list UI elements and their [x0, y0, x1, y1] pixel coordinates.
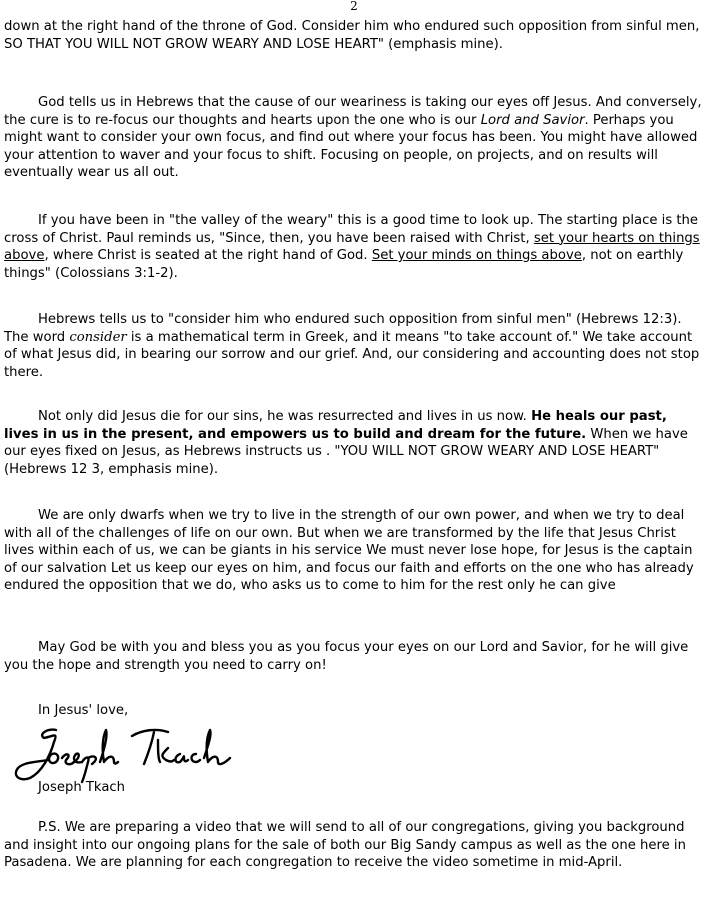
paragraph-text: Hebrews tells us to "consider him who endured such opposition from sinful men" (Hebrews 12:3). The word: [4, 312, 682, 345]
paragraph-text: down at the right hand of the throne of God. Consider him who endured such opposition from sinful men, SO THAT YOU WILL NOT GROW WEARY AND LOSE HEART" (emphasis mine).: [4, 19, 700, 52]
page-number: 2: [350, 0, 358, 13]
paragraph-valley: [4, 212, 703, 282]
handwritten-signature: [8, 722, 233, 784]
paragraph-weariness: [4, 94, 703, 182]
paragraph-text: Not only did Jesus die for our sins, he was resurrected and lives in us now.: [38, 409, 532, 424]
paragraph-giants: [4, 507, 703, 595]
paragraph-consider: [4, 311, 703, 381]
closing-text: In Jesus' love,: [38, 703, 129, 718]
underlined-quote-hearts: set your hearts on things above: [4, 230, 700, 264]
paragraph-text: We are only dwarfs when we try to live in the strength of our own power, and when we try to deal with all of the challenges of life on our own. But when we are transformed by the life that Jesus Christ lives within each of us, we can be giants in his service We must never lose hope, for Jesus is the captain of our salvation Let us keep our eyes on him, and focus our faith and efforts on the one who has already endured the opposition that we do, who asks us to come to him for the rest only he can give: [4, 508, 694, 594]
paragraph-text: , not on earthly things" (Colossians 3:1-2).: [4, 248, 684, 281]
consider-italic: consider: [69, 329, 127, 345]
paragraph-text: God tells us in Hebrews that the cause of our weariness is taking our eyes off Jesus. And conversely, the cure is to re-focus our thoughts and hearts upon the one who is our: [4, 95, 702, 128]
paragraph-text: is a mathematical term in Greek, and it means "to take account of." We take account of what Jesus did, in bearing our sorrow and our grief. And, our considering and accounting does not stop there.: [4, 329, 700, 380]
paragraph-resurrection: [4, 408, 703, 478]
postscript-text: P.S. We are preparing a video that we will send to all of our congregations, giving you background and insight into our ongoing plans for the sale of both our Big Sandy campus as well as the one here in Pasadena. We are planning for each congregation to receive the video sometime in mid-April.: [4, 820, 686, 871]
postscript: [4, 819, 703, 872]
signer-name: Joseph Tkach: [38, 780, 126, 795]
paragraph-text: When we have our eyes fixed on Jesus, as Hebrews instructs us . "YOU WILL NOT GROW WEARY AND LOSE HEART" (Hebrews 12 3, emphasis mine).: [4, 426, 688, 477]
lord-and-savior-italic: Lord and Savior: [480, 112, 585, 128]
signer-line: [4, 779, 703, 797]
underlined-quote-minds: Set your minds on things above: [371, 248, 582, 264]
paragraph-text: . Perhaps you might want to consider your own focus, and find out where your focus has been. You might have allowed your attention to waver and your focus to shift. Focusing on people, on projects, and on results will eventually wear us all out.: [4, 112, 698, 181]
paragraph-continuation: [4, 18, 703, 53]
paragraph-blessing: [4, 639, 703, 674]
paragraph-text: If you have been in "the valley of the weary" this is a good time to look up. The starting place is the cross of Christ. Paul reminds us, "Since, then, you have been raised with Christ,: [4, 213, 699, 246]
paragraph-text: May God be with you and bless you as you focus your eyes on our Lord and Savior, for he will give you the hope and strength you need to carry on!: [4, 640, 689, 673]
closing-line: [4, 702, 703, 720]
paragraph-text: , where Christ is seated at the right hand of God.: [44, 248, 372, 264]
bold-statement: He heals our past, lives in us in the present, and empowers us to build and dream for the future.: [4, 409, 667, 442]
